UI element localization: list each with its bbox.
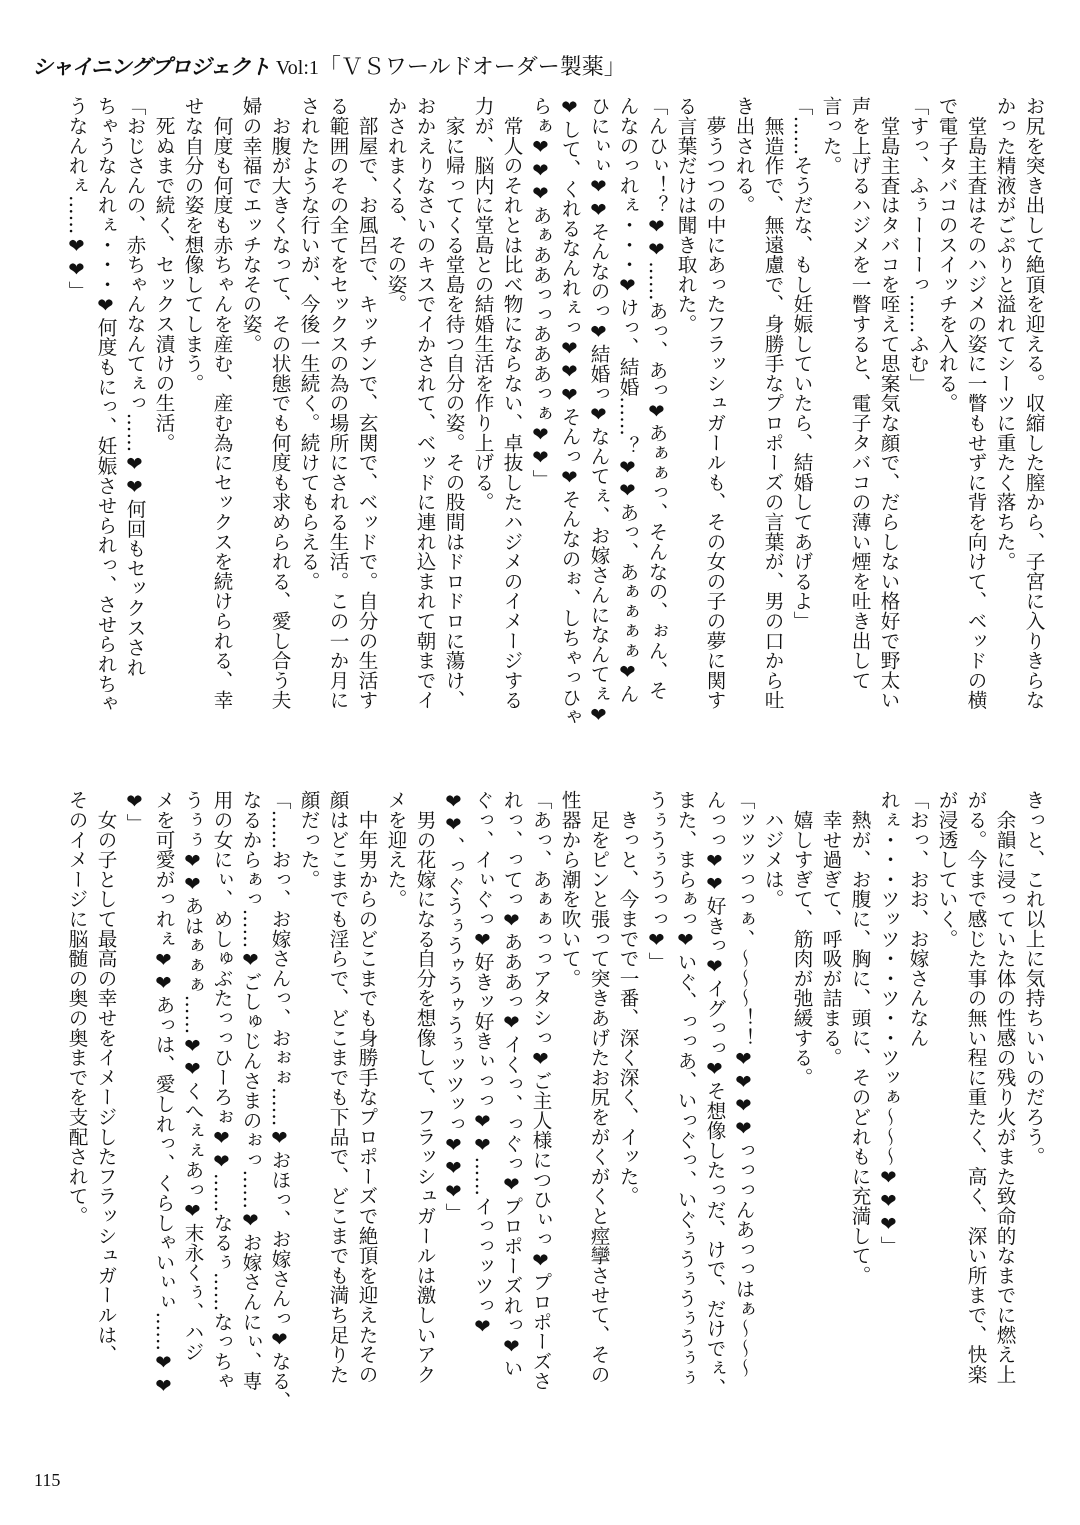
volume-label: Vol:1 (275, 57, 319, 79)
text-column: き出される。 (732, 96, 755, 215)
text-column: 婦の幸福でエッチなその姿。 (239, 96, 262, 354)
text-column: 堂島主査はタバコを咥えて思案気な顔で、だらしない格好で野太い (877, 96, 900, 710)
text-column: 声を上げるハジメを一瞥すると、電子タバコの薄い煙を吐き出して (848, 96, 871, 690)
text-column: 用の女にぃ、めしゅぶたっっひーろぉ❤❤……なるぅ……なっちゃ (210, 790, 233, 1391)
text-column: 言った。 (819, 96, 842, 176)
text-column: 常人のそれとは比べ物にならない、卓抜したハジメのイメージする (500, 96, 523, 710)
text-column: 顔はどこまでも淫らで、どこまでも下品で、どこまでも満ち足りた (326, 790, 349, 1384)
text-column: 「んひぃ！？❤❤……あっ、あっ❤あぁぁっ、そんなの、ぉん、そ (645, 96, 668, 701)
text-column: お腹が大きくなって、その状態でも何度も求められる、愛し合う夫 (268, 96, 291, 710)
text-column: 無造作で、無遠慮で、身勝手なプロポーズの言葉が、男の口から吐 (761, 96, 784, 710)
text-column: 力が、脳内に堂島との結婚生活を作り上げる。 (471, 96, 494, 512)
text-column: 中年男からのどこまでも身勝手なプロポーズで絶頂を迎えたその (355, 790, 378, 1384)
chapter-subtitle: 「ＶＳワールドオーダー製薬」 (318, 55, 626, 80)
text-column: 幸せ過ぎて、呼吸が詰まる。 (819, 790, 842, 1068)
text-column: きっと、今までで一番、深く深く、イッた。 (616, 790, 639, 1206)
text-column: で電子タバコのスイッチを入れる。 (935, 96, 958, 413)
text-column: おかえりなさいのキスでイかされて、ベッドに連れ込まれて朝までイ (413, 96, 436, 710)
text-column: ❤」 (123, 790, 146, 833)
text-column: ぐっ、イぃぐっ❤好きッ好きぃっっ❤❤……イっっッツっ❤ (471, 790, 494, 1339)
text-column: 余韻に浸っていた体の性感の残り火がまた致命的なまでに燃え上 (993, 790, 1016, 1384)
text-column: ちゃうなんれぇ・・・❤何度もにっ、妊娠させられっ、させられちゃ (94, 96, 117, 714)
text-column: 家に帰ってくる堂島を待つ自分の姿。その股間はドロドロに蕩け、 (442, 96, 465, 710)
text-column: 「……おっ、お嫁さんっ、おぉぉ……❤おほっ、お嫁さんっ❤なる、 (268, 790, 291, 1411)
text-column: お尻を突き出して絶頂を迎える。収縮した膣から、子宮に入りきらな (1022, 96, 1045, 710)
text-column: うなんれぇ……❤❤」 (65, 96, 88, 301)
text-column: 「ッッッっっぁ、〜〜〜！！❤❤❤❤っっっんあっっはぁ〜〜〜 (732, 790, 755, 1378)
series-logo: シャイニングプロジェクト (32, 55, 270, 79)
text-column: また、まらぁっ❤いぐ、っっあ、いっぐっ、いぐぅうぅうぅうぅぅ (674, 790, 697, 1388)
text-column: 「おじさんの、赤ちゃんなんてぇっ……❤❤何回もセックスされ (123, 96, 146, 677)
text-column: れっ、ってっ❤あああっ❤イくっ、っぐっ❤プロポーズれっ❤い (500, 790, 523, 1378)
text-column: がる。今まで感じた事の無い程に重たく、高く、深い所まで、快楽 (964, 790, 987, 1384)
text-column: ❤して、くれるなんれぇっ❤❤❤そんっ❤そんなのぉ、しちゃっひゃ (558, 96, 581, 727)
text-column: 「……そうだな、もし妊娠していたら、結婚してあげるよ」 (790, 96, 813, 631)
text-column: 「すっ、ふぅーーーっ……ふむ」 (906, 96, 929, 393)
text-column: かされまくる、その姿。 (384, 96, 407, 314)
text-column: 嬉しすぎて、筋肉が弛緩する。 (790, 790, 813, 1087)
text-column: んなのっれぇ・・・❤けっ、結婚……？❤❤あっ、あぁぁぁぁ❤ん (616, 96, 639, 704)
text-column: 夢うつつの中にあったフラッシュガールも、その女の子の夢に関す (703, 96, 726, 710)
text-column: 顔だった。 (297, 790, 320, 889)
text-column: 部屋で、お風呂で、キッチンで、玄関で、ベッドで。自分の生活す (355, 96, 378, 710)
text-column: うぅぅ❤❤あはぁぁぁ……❤❤くへぇぇあっ❤末永くぅ、ハジ (181, 790, 204, 1362)
running-header (32, 50, 626, 81)
text-column: メを迎えた。 (384, 790, 407, 909)
page-number: 115 (34, 1470, 61, 1490)
text-column: 熱が、お腹に、胸に、頭に、そのどれもに充満して。 (848, 790, 871, 1285)
text-block-bottom (62, 790, 1048, 1470)
text-column: 足をピンと張って突きあげたお尻をがくがくと痙攣させて、その (587, 790, 610, 1384)
text-column: 死ぬまで続く、セックス漬けの生活。 (152, 96, 175, 453)
text-column: きっと、これ以上に気持ちいいのだろう。 (1022, 790, 1045, 1167)
text-column: そのイメージに脳髄の奥の奥までを支配されて。 (65, 790, 88, 1226)
text-column: うぅうぅうっっ❤」 (645, 790, 668, 972)
text-column: んっっ❤❤好きっ❤イグっっ❤そ想像したっだ、けで、だけでぇ、 (703, 790, 726, 1398)
text-column: 何度も何度も赤ちゃんを産む、産む為にセックスを続けられる、幸 (210, 96, 233, 710)
text-column: 女の子として最高の幸せをイメージしたフラッシュガールは、 (94, 790, 117, 1365)
text-column: ❤❤、っぐうぅうゥうゥうぅッツッっ❤❤❤」 (442, 790, 465, 1223)
text-column: 「おっ、おお、お嫁さんなん (906, 790, 929, 1048)
text-column: 性器から潮を吹いて。 (558, 790, 581, 988)
text-column: 「あっ、あぁぁっっアタシっ❤ご主人様につひぃっ❤プロポーズさ (529, 790, 552, 1391)
text-column: なるからぁっ……❤ごしゅじんさまのぉっ……❤お嫁さんにぃ、専 (239, 790, 262, 1391)
text-column: ハジメは。 (761, 790, 784, 909)
text-column: されたような行いが、今後一生続く。続けてもらえる。 (297, 96, 320, 591)
text-column: 男の花嫁になる自分を想像して、フラッシュガールは激しいアク (413, 790, 436, 1384)
text-column: れぇ・・・ツッツ・・ツ・・ツッぁ〜〜〜❤❤❤」 (877, 790, 900, 1256)
text-column: る言葉だけは聞き取れた。 (674, 96, 697, 334)
text-column: 堂島主査はそのハジメの姿に一瞥もせずに背を向けて、ベッドの横 (964, 96, 987, 710)
text-column: メを可愛がっれぇ❤❤あっは、愛しれっ、くらしゃいぃぃ……❤❤ (152, 790, 175, 1398)
text-column: が浸透していく。 (935, 790, 958, 949)
text-column: かった精液がごぷりと溢れてシーツに重たく落ちた。 (993, 96, 1016, 572)
text-block-top (62, 96, 1048, 776)
text-column: らぁ❤❤❤あぁああっっあああっぁ❤❤」 (529, 96, 552, 490)
text-column: せな自分の姿を想像してしまう。 (181, 96, 204, 393)
text-column: る範囲のその全てをセックスの為の場所にされる生活。この一か月に (326, 96, 349, 710)
text-column: ひにぃぃ❤❤そんなのっ❤結婚っ❤なんてぇ、お嫁さんになんてぇ❤ (587, 96, 610, 727)
